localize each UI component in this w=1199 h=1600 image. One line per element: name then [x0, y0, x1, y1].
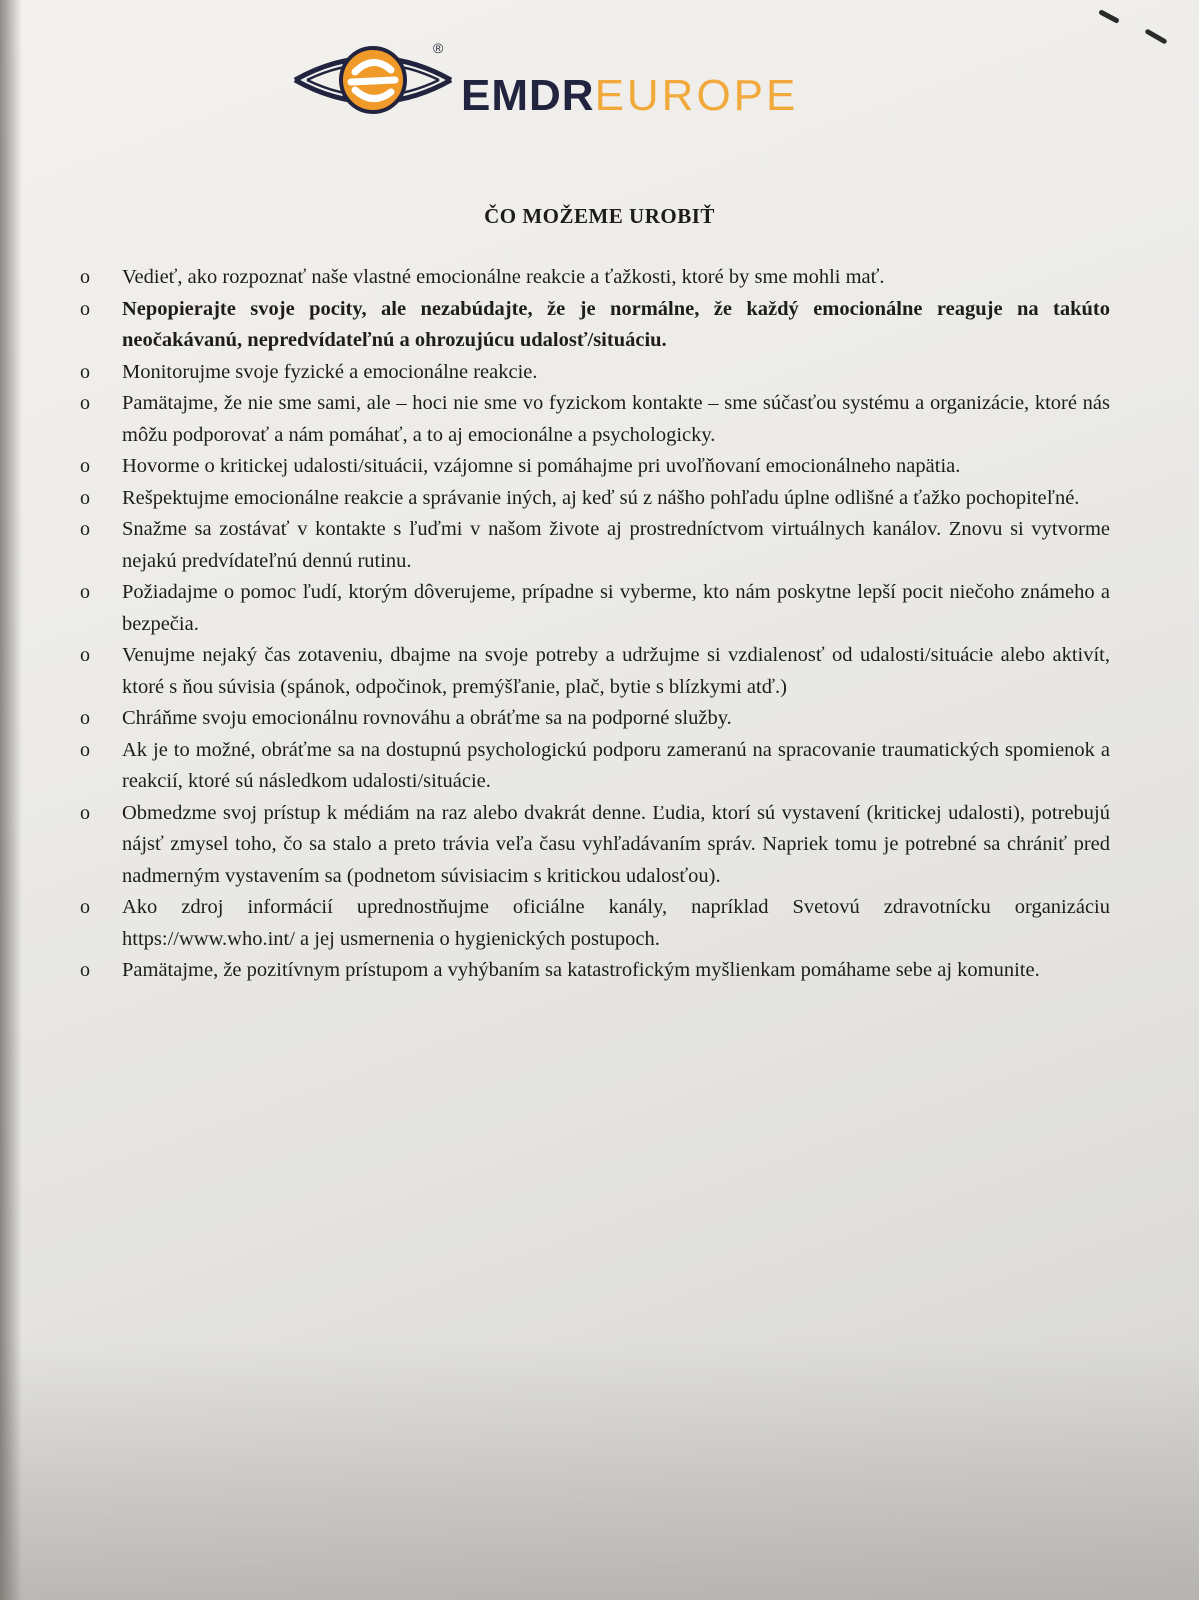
document-title: ČO MOŽEME UROBIŤ: [484, 204, 715, 228]
list-item-text: Venujme nejaký čas zotaveniu, dbajme na svoje potreby a udržujme si vzdialenosť od udalosti/situácie alebo aktivít, ktoré s ňou súvisia (spánok, odpočinok, premýšľanie, plač, bytie s blízkymi atď.): [122, 644, 1110, 698]
emdr-europe-logo: [293, 40, 853, 122]
list-item: [80, 483, 1110, 515]
list-item: [80, 357, 1110, 389]
list-item-text: Pamätajme, že nie sme sami, ale – hoci nie sme vo fyzickom kontakte – sme súčasťou systému a organizácie, ktoré nás môžu podporovať a nám pomáhať, a to aj emocionálne a psychologicky.: [122, 392, 1110, 446]
list-item: [80, 514, 1110, 577]
staple-mark: [1144, 28, 1167, 44]
list-item: [80, 892, 1110, 955]
list-item-text: Požiadajme o pomoc ľudí, ktorým dôverujeme, prípadne si vyberme, kto nám poskytne lepší pocit niečoho známeho a bezpečia.: [122, 581, 1110, 635]
list-item-text: Ako zdroj informácií uprednostňujme oficiálne kanály, napríklad Svetovú zdravotnícku organizáciu https://www.who.int/ a jej usmernenia o hygienických postupoch.: [122, 896, 1110, 950]
staple-mark: [1098, 9, 1120, 24]
list-item-text: Pamätajme, že pozitívnym prístupom a vyhýbaním sa katastrofickým myšlienkam pomáhame sebe aj komunite.: [122, 959, 1040, 981]
bullet-icon: o: [80, 266, 90, 288]
bullet-icon: o: [80, 581, 90, 603]
page-bottom-shade: [0, 1340, 1199, 1600]
list-item: [80, 955, 1110, 987]
list-item-text: Snažme sa zostávať v kontakte s ľuďmi v našom živote aj prostredníctvom virtuálnych kanálov. Znovu si vytvorme nejakú predvídateľnú dennú rutinu.: [122, 518, 1110, 572]
brand-emdr: EMDR: [461, 71, 595, 120]
list-item: [80, 294, 1110, 357]
list-item-text: Monitorujme svoje fyzické a emocionálne reakcie.: [122, 360, 538, 383]
bullet-icon: o: [80, 518, 90, 540]
registered-mark: ®: [433, 40, 444, 56]
bullet-icon: o: [80, 360, 90, 383]
bullet-icon: o: [80, 707, 90, 729]
list-item: [80, 798, 1110, 893]
list-item-text: Obmedzme svoj prístup k médiám na raz alebo dvakrát denne. Ľudia, ktorí sú vystavení (kritickej udalosti), potrebujú nájsť zmysel toho, čo sa stalo a preto trávia veľa času vyhľadávaním správ. Napriek tomu je potrebné sa chrániť pred nadmerným vystavením sa (podnetom súvisiacim s kritickou udalosťou).: [122, 801, 1110, 887]
emdr-eye-logo-icon: [293, 40, 453, 122]
bullet-icon: o: [80, 801, 90, 824]
list-item-text: Hovorme o kritickej udalosti/situácii, vzájomne si pomáhajme pri uvoľňovaní emocionálneho napätia.: [122, 455, 961, 477]
brand-wordmark: [461, 71, 799, 120]
bullet-icon: o: [80, 455, 90, 477]
bullet-icon: o: [80, 644, 90, 666]
bullet-icon: o: [80, 959, 90, 981]
list-item-text: Chráňme svoju emocionálnu rovnováhu a obráťme sa na podporné služby.: [122, 707, 732, 729]
list-item: [80, 735, 1110, 798]
list-item: [80, 388, 1110, 451]
list-item: [80, 451, 1110, 483]
bullet-icon: o: [80, 297, 90, 320]
list-item: [80, 262, 1110, 294]
list-item-text: Rešpektujme emocionálne reakcie a správanie iných, aj keď sú z nášho pohľadu úplne odlišné a ťažko pochopiteľné.: [122, 486, 1080, 509]
list-item-text: Vedieť, ako rozpoznať naše vlastné emocionálne reakcie a ťažkosti, ktoré by sme mohli mať.: [122, 266, 885, 288]
bullet-icon: o: [80, 392, 90, 414]
list-item-text: Ak je to možné, obráťme sa na dostupnú psychologickú podporu zameranú na spracovanie traumatických spomienok a reakcií, ktoré sú následkom udalosti/situácie.: [122, 738, 1110, 792]
list-item: [80, 640, 1110, 703]
list-item: [80, 577, 1110, 640]
list-item-text: Nepopierajte svoje pocity, ale nezabúdajte, že je normálne, že každý emocionálne reaguje na takúto neočakávanú, nepredvídateľnú a ohrozujúcu udalosť/situáciu.: [122, 297, 1110, 351]
bullet-icon: o: [80, 896, 90, 918]
bullet-icon: o: [80, 738, 90, 761]
bullet-icon: o: [80, 486, 90, 509]
brand-europe: EUROPE: [594, 71, 799, 120]
advice-list: [80, 262, 1110, 987]
list-item: [80, 703, 1110, 735]
